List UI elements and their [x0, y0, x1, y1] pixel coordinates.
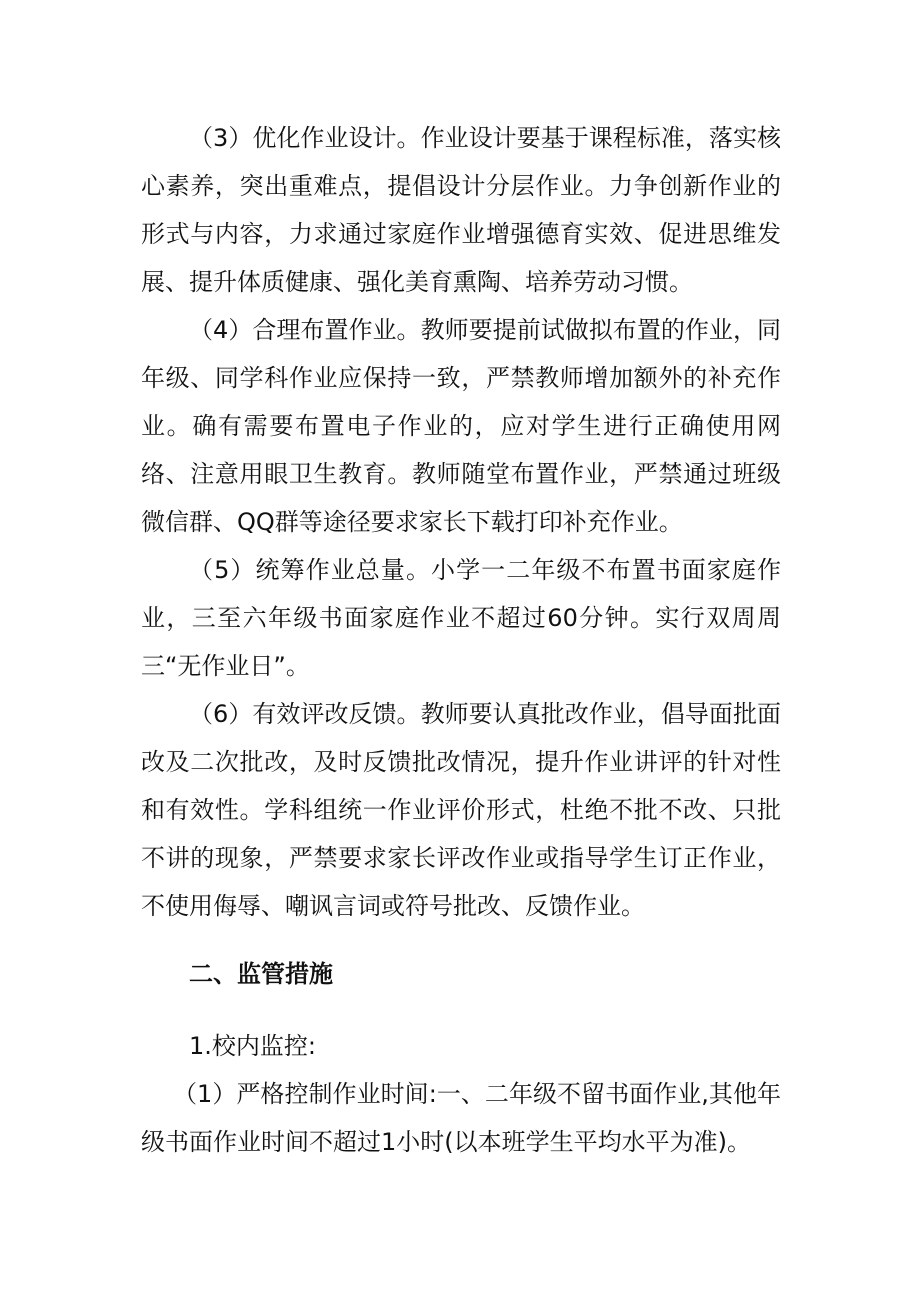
paragraph-optimize-homework-design: （3）优化作业设计。作业设计要基于课程标准，落实核心素养，突出重难点，提倡设计分层作业。力争创新作业的形式与内容，力求通过家庭作业增强德育实效、促进思维发展、提升体质健康、强化美育熏陶、培养劳动习惯。	[141, 124, 781, 296]
paragraph-arrange-homework: （4）合理布置作业。教师要提前试做拟布置的作业，同年级、同学科作业应保持一致，严禁教师增加额外的补充作业。确有需要布置电子作业的，应对学生进行正确使用网络、注意用眼卫生教育。教师随堂布置作业，严禁通过班级微信群、QQ群等途径要求家长下载打印补充作业。	[141, 316, 781, 536]
subsection-heading: 1.校内监控:	[189, 1032, 316, 1060]
paragraph-control-time: （1）严格控制作业时间:一、二年级不留书面作业,其他年级书面作业时间不超过1小时(以本班学生平均水平为准)。	[141, 1080, 781, 1156]
paragraph-total-homework: （5）统筹作业总量。小学一二年级不布置书面家庭作业，三至六年级书面家庭作业不超过60分钟。实行双周周三“无作业日”。	[141, 556, 781, 680]
section-heading: 二、监管措施	[189, 960, 333, 988]
paragraph-feedback: （6）有效评改反馈。教师要认真批改作业，倡导面批面改及二次批改，及时反馈批改情况，提升作业讲评的针对性和有效性。学科组统一作业评价形式，杜绝不批不改、只批不讲的现象，严禁要求家长评改作业或指导学生订正作业，不使用侮辱、嘲讽言词或符号批改、反馈作业。	[141, 700, 781, 920]
